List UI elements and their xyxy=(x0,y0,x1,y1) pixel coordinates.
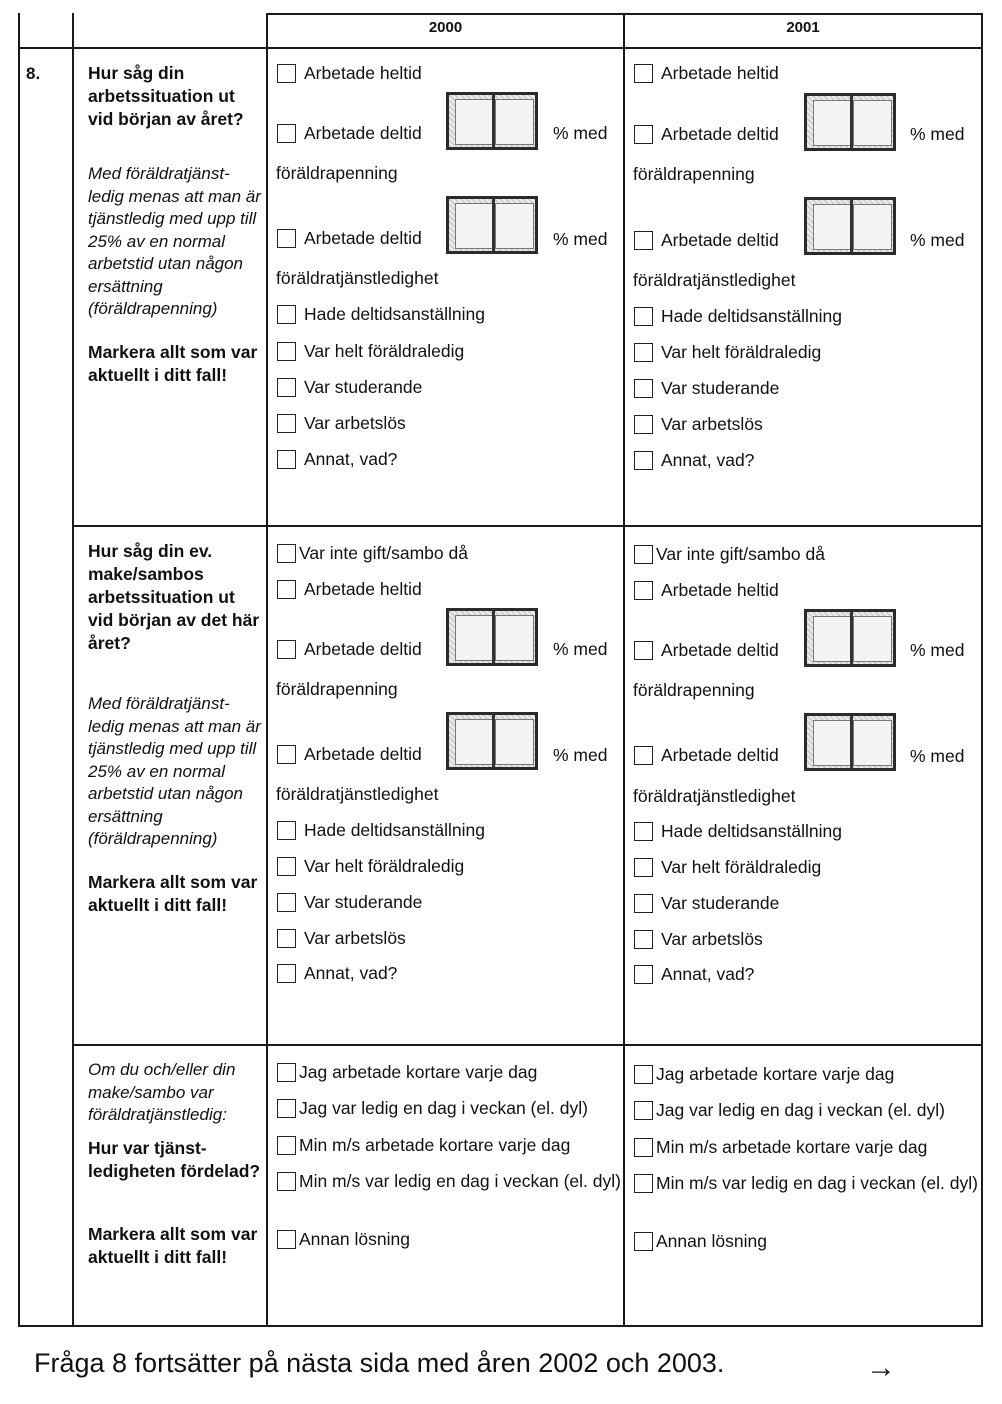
checkbox[interactable] xyxy=(634,746,653,765)
checkbox[interactable] xyxy=(634,1174,653,1193)
checkbox[interactable] xyxy=(277,580,296,599)
continuation-note: Fråga 8 fortsätter på nästa sida med åren 2002 och 2003. xyxy=(34,1348,725,1378)
s1-2001-percent-box-ftl[interactable] xyxy=(804,197,896,255)
checkbox[interactable] xyxy=(277,640,296,659)
checkbox[interactable] xyxy=(277,1172,296,1191)
checkbox[interactable] xyxy=(277,342,296,361)
s1-2001-studerande[interactable]: Var studerande xyxy=(634,378,779,399)
checkbox[interactable] xyxy=(634,894,653,913)
s2-2000-deltidsanstallning[interactable]: Hade deltidsanställning xyxy=(277,820,485,841)
checkbox[interactable] xyxy=(277,857,296,876)
s3-2000-ms-ledig[interactable]: Min m/s var ledig en dag i veckan (el. dyl) xyxy=(277,1171,622,1192)
section3-question-intro: Om du och/eller din make/sambo var föräldratjänstledig: xyxy=(88,1060,236,1124)
s1-2000-arbetslos[interactable]: Var arbetslös xyxy=(277,413,406,434)
year-header-2000: 2000 xyxy=(428,19,463,36)
s1-2001-heltid[interactable]: Arbetade heltid xyxy=(634,63,779,84)
s2-2000-pct-label-ftl: % med xyxy=(553,745,608,765)
s1-2001-deltid-fp[interactable]: Arbetade deltid xyxy=(634,124,779,145)
checkbox[interactable] xyxy=(277,124,296,143)
s2-2000-inte-gift[interactable]: Var inte gift/sambo då xyxy=(277,543,468,564)
checkbox[interactable] xyxy=(277,414,296,433)
section1-bottom-border xyxy=(73,525,983,527)
checkbox[interactable] xyxy=(634,1232,653,1251)
s3-2001-kortare[interactable]: Jag arbetade kortare varje dag xyxy=(634,1064,894,1085)
s1-2000-percent-box-ftl[interactable] xyxy=(446,196,538,254)
s1-2001-pct-label-fp: % med xyxy=(910,124,965,144)
s2-2001-percent-box-fp[interactable] xyxy=(804,609,896,667)
s1-2000-percent-box-fp[interactable] xyxy=(446,92,538,150)
question-column-border xyxy=(266,13,268,1327)
s2-2000-percent-box-ftl[interactable] xyxy=(446,712,538,770)
checkbox[interactable] xyxy=(277,544,296,563)
checkbox[interactable] xyxy=(277,929,296,948)
s2-2001-pct-label-fp: % med xyxy=(910,640,965,660)
s3-2001-ledig-dag[interactable]: Jag var ledig en dag i veckan (el. dyl) xyxy=(634,1100,945,1121)
checkbox[interactable] xyxy=(634,343,653,362)
checkbox[interactable] xyxy=(277,893,296,912)
s1-2000-pct-label-fp: % med xyxy=(553,123,608,143)
checkbox[interactable] xyxy=(634,545,653,564)
s3-2000-kortare[interactable]: Jag arbetade kortare varje dag xyxy=(277,1062,537,1083)
s2-2001-heltid[interactable]: Arbetade heltid xyxy=(634,580,779,601)
checkbox[interactable] xyxy=(277,305,296,324)
s2-2000-heltid[interactable]: Arbetade heltid xyxy=(277,579,422,600)
year-header-2001: 2001 xyxy=(786,19,820,36)
s1-2001-annat[interactable]: Annat, vad? xyxy=(634,450,754,471)
section2-question-title: Hur såg din ev. make/sambos arbetssituation ut vid början av det här året? xyxy=(88,541,260,653)
checkbox[interactable] xyxy=(634,1138,653,1157)
s2-2000-arbetslos[interactable]: Var arbetslös xyxy=(277,928,406,949)
s2-2000-foraldraledig[interactable]: Var helt föräldraledig xyxy=(277,856,464,877)
s2-2001-arbetslos[interactable]: Var arbetslös xyxy=(634,929,763,950)
section1-question xyxy=(88,62,263,387)
s1-2001-arbetslos[interactable]: Var arbetslös xyxy=(634,414,763,435)
checkbox[interactable] xyxy=(277,1230,296,1249)
s2-2000-deltid-ftl[interactable]: Arbetade deltid xyxy=(277,744,422,765)
s1-2000-deltid-fp[interactable]: Arbetade deltid xyxy=(277,123,422,144)
section3-question-instruction: Markera allt som var aktuellt i ditt fall! xyxy=(88,1223,258,1267)
checkbox[interactable] xyxy=(277,1063,296,1082)
checkbox[interactable] xyxy=(634,1065,653,1084)
checkbox[interactable] xyxy=(634,930,653,949)
checkbox[interactable] xyxy=(634,451,653,470)
s2-2001-annat[interactable]: Annat, vad? xyxy=(634,964,754,985)
right-arrow-icon: → xyxy=(866,1351,896,1384)
s2-2000-percent-box-fp[interactable] xyxy=(446,608,538,666)
table-right-border xyxy=(981,13,983,1327)
checkbox[interactable] xyxy=(634,822,653,841)
s1-2001-foraldratjanstledighet: föräldratjänstledighet xyxy=(633,270,796,290)
s1-2000-foraldratjanstledighet: föräldratjänstledighet xyxy=(276,268,439,288)
header-bottom-border xyxy=(18,47,983,49)
question-number: 8. xyxy=(26,64,41,83)
checkbox[interactable] xyxy=(277,821,296,840)
s1-2001-foraldraledig[interactable]: Var helt föräldraledig xyxy=(634,342,821,363)
s1-2001-foraldrapenning: föräldrapenning xyxy=(633,164,755,184)
checkbox[interactable] xyxy=(634,231,653,250)
checkbox[interactable] xyxy=(634,641,653,660)
checkbox[interactable] xyxy=(277,450,296,469)
section3-question-title: Hur var tjänst-ledigheten fördelad? xyxy=(88,1137,261,1181)
s1-2000-studerande[interactable]: Var studerande xyxy=(277,377,422,398)
s2-2001-foraldraledig[interactable]: Var helt föräldraledig xyxy=(634,857,821,878)
s1-2000-foraldrapenning: föräldrapenning xyxy=(276,163,398,183)
s2-2001-deltidsanstallning[interactable]: Hade deltidsanställning xyxy=(634,821,842,842)
s1-2001-deltid-ftl[interactable]: Arbetade deltid xyxy=(634,230,779,251)
s3-2001-ms-ledig[interactable]: Min m/s var ledig en dag i veckan (el. dyl) xyxy=(634,1173,979,1194)
s2-2000-foraldratjanstledighet: föräldratjänstledighet xyxy=(276,784,439,804)
s2-2000-studerande[interactable]: Var studerande xyxy=(277,892,422,913)
checkbox[interactable] xyxy=(634,307,653,326)
s3-2000-annan[interactable]: Annan lösning xyxy=(277,1229,410,1250)
section2-question-definition: Med föräldratjänst-ledig menas att man är tjänstledig med upp till 25% av en normal arbetstid utan någon ersättning (föräldrapenning) xyxy=(88,694,261,848)
checkbox[interactable] xyxy=(277,378,296,397)
checkbox[interactable] xyxy=(634,125,653,144)
checkbox[interactable] xyxy=(634,1101,653,1120)
s1-2001-pct-label-ftl: % med xyxy=(910,230,965,250)
checkbox[interactable] xyxy=(277,745,296,764)
section2-question-instruction: Markera allt som var aktuellt i ditt fall! xyxy=(88,871,258,915)
s3-2001-annan[interactable]: Annan lösning xyxy=(634,1231,767,1252)
s2-2000-foraldrapenning: föräldrapenning xyxy=(276,679,398,699)
section1-question-instruction: Markera allt som var aktuellt i ditt fall! xyxy=(88,341,258,385)
s2-2000-pct-label-fp: % med xyxy=(553,639,608,659)
table-left-border xyxy=(18,13,20,1327)
s2-2000-annat[interactable]: Annat, vad? xyxy=(277,963,397,984)
checkbox[interactable] xyxy=(277,229,296,248)
s1-2000-pct-label-ftl: % med xyxy=(553,229,608,249)
s3-2000-ms-kortare[interactable]: Min m/s arbetade kortare varje dag xyxy=(277,1135,570,1156)
checkbox[interactable] xyxy=(277,1136,296,1155)
checkbox[interactable] xyxy=(277,964,296,983)
checkbox[interactable] xyxy=(634,581,653,600)
s3-2000-ledig-dag[interactable]: Jag var ledig en dag i veckan (el. dyl) xyxy=(277,1098,588,1119)
s2-2000-deltid-fp[interactable]: Arbetade deltid xyxy=(277,639,422,660)
section2-bottom-border xyxy=(73,1044,983,1046)
checkbox[interactable] xyxy=(277,1099,296,1118)
checkbox[interactable] xyxy=(634,965,653,984)
checkbox[interactable] xyxy=(634,64,653,83)
checkbox[interactable] xyxy=(634,415,653,434)
s2-2001-foraldratjanstledighet: föräldratjänstledighet xyxy=(633,786,796,806)
year-column-divider xyxy=(623,13,625,1327)
table-top-border xyxy=(268,13,983,15)
s1-2000-heltid[interactable]: Arbetade heltid xyxy=(277,63,422,84)
section1-question-definition: Med föräldratjänst-ledig menas att man är tjänstledig med upp till 25% av en normal arbetstid utan någon ersättning (föräldrapenning) xyxy=(88,164,261,318)
table-bottom-border xyxy=(18,1325,983,1327)
s1-2001-percent-box-fp[interactable] xyxy=(804,93,896,151)
s2-2001-foraldrapenning: föräldrapenning xyxy=(633,680,755,700)
number-column-border xyxy=(72,13,74,1327)
s2-2001-percent-box-ftl[interactable] xyxy=(804,713,896,771)
s2-2001-deltid-ftl[interactable]: Arbetade deltid xyxy=(634,745,779,766)
checkbox[interactable] xyxy=(634,858,653,877)
s2-2001-deltid-fp[interactable]: Arbetade deltid xyxy=(634,640,779,661)
s2-2001-pct-label-ftl: % med xyxy=(910,746,965,766)
s1-2000-deltidsanstallning[interactable]: Hade deltidsanställning xyxy=(277,304,485,325)
s2-2001-inte-gift[interactable]: Var inte gift/sambo då xyxy=(634,544,825,565)
s2-2001-studerande[interactable]: Var studerande xyxy=(634,893,779,914)
section1-question-title: Hur såg din arbetssituation ut vid början av året? xyxy=(88,63,244,129)
s1-2000-foraldraledig[interactable]: Var helt föräldraledig xyxy=(277,341,464,362)
section3-question xyxy=(88,1059,263,1269)
s1-2000-deltid-ftl[interactable]: Arbetade deltid xyxy=(277,228,422,249)
checkbox[interactable] xyxy=(277,64,296,83)
s1-2000-annat[interactable]: Annat, vad? xyxy=(277,449,397,470)
section2-question xyxy=(88,540,263,917)
checkbox[interactable] xyxy=(634,379,653,398)
s1-2001-deltidsanstallning[interactable]: Hade deltidsanställning xyxy=(634,306,842,327)
s3-2001-ms-kortare[interactable]: Min m/s arbetade kortare varje dag xyxy=(634,1137,927,1158)
